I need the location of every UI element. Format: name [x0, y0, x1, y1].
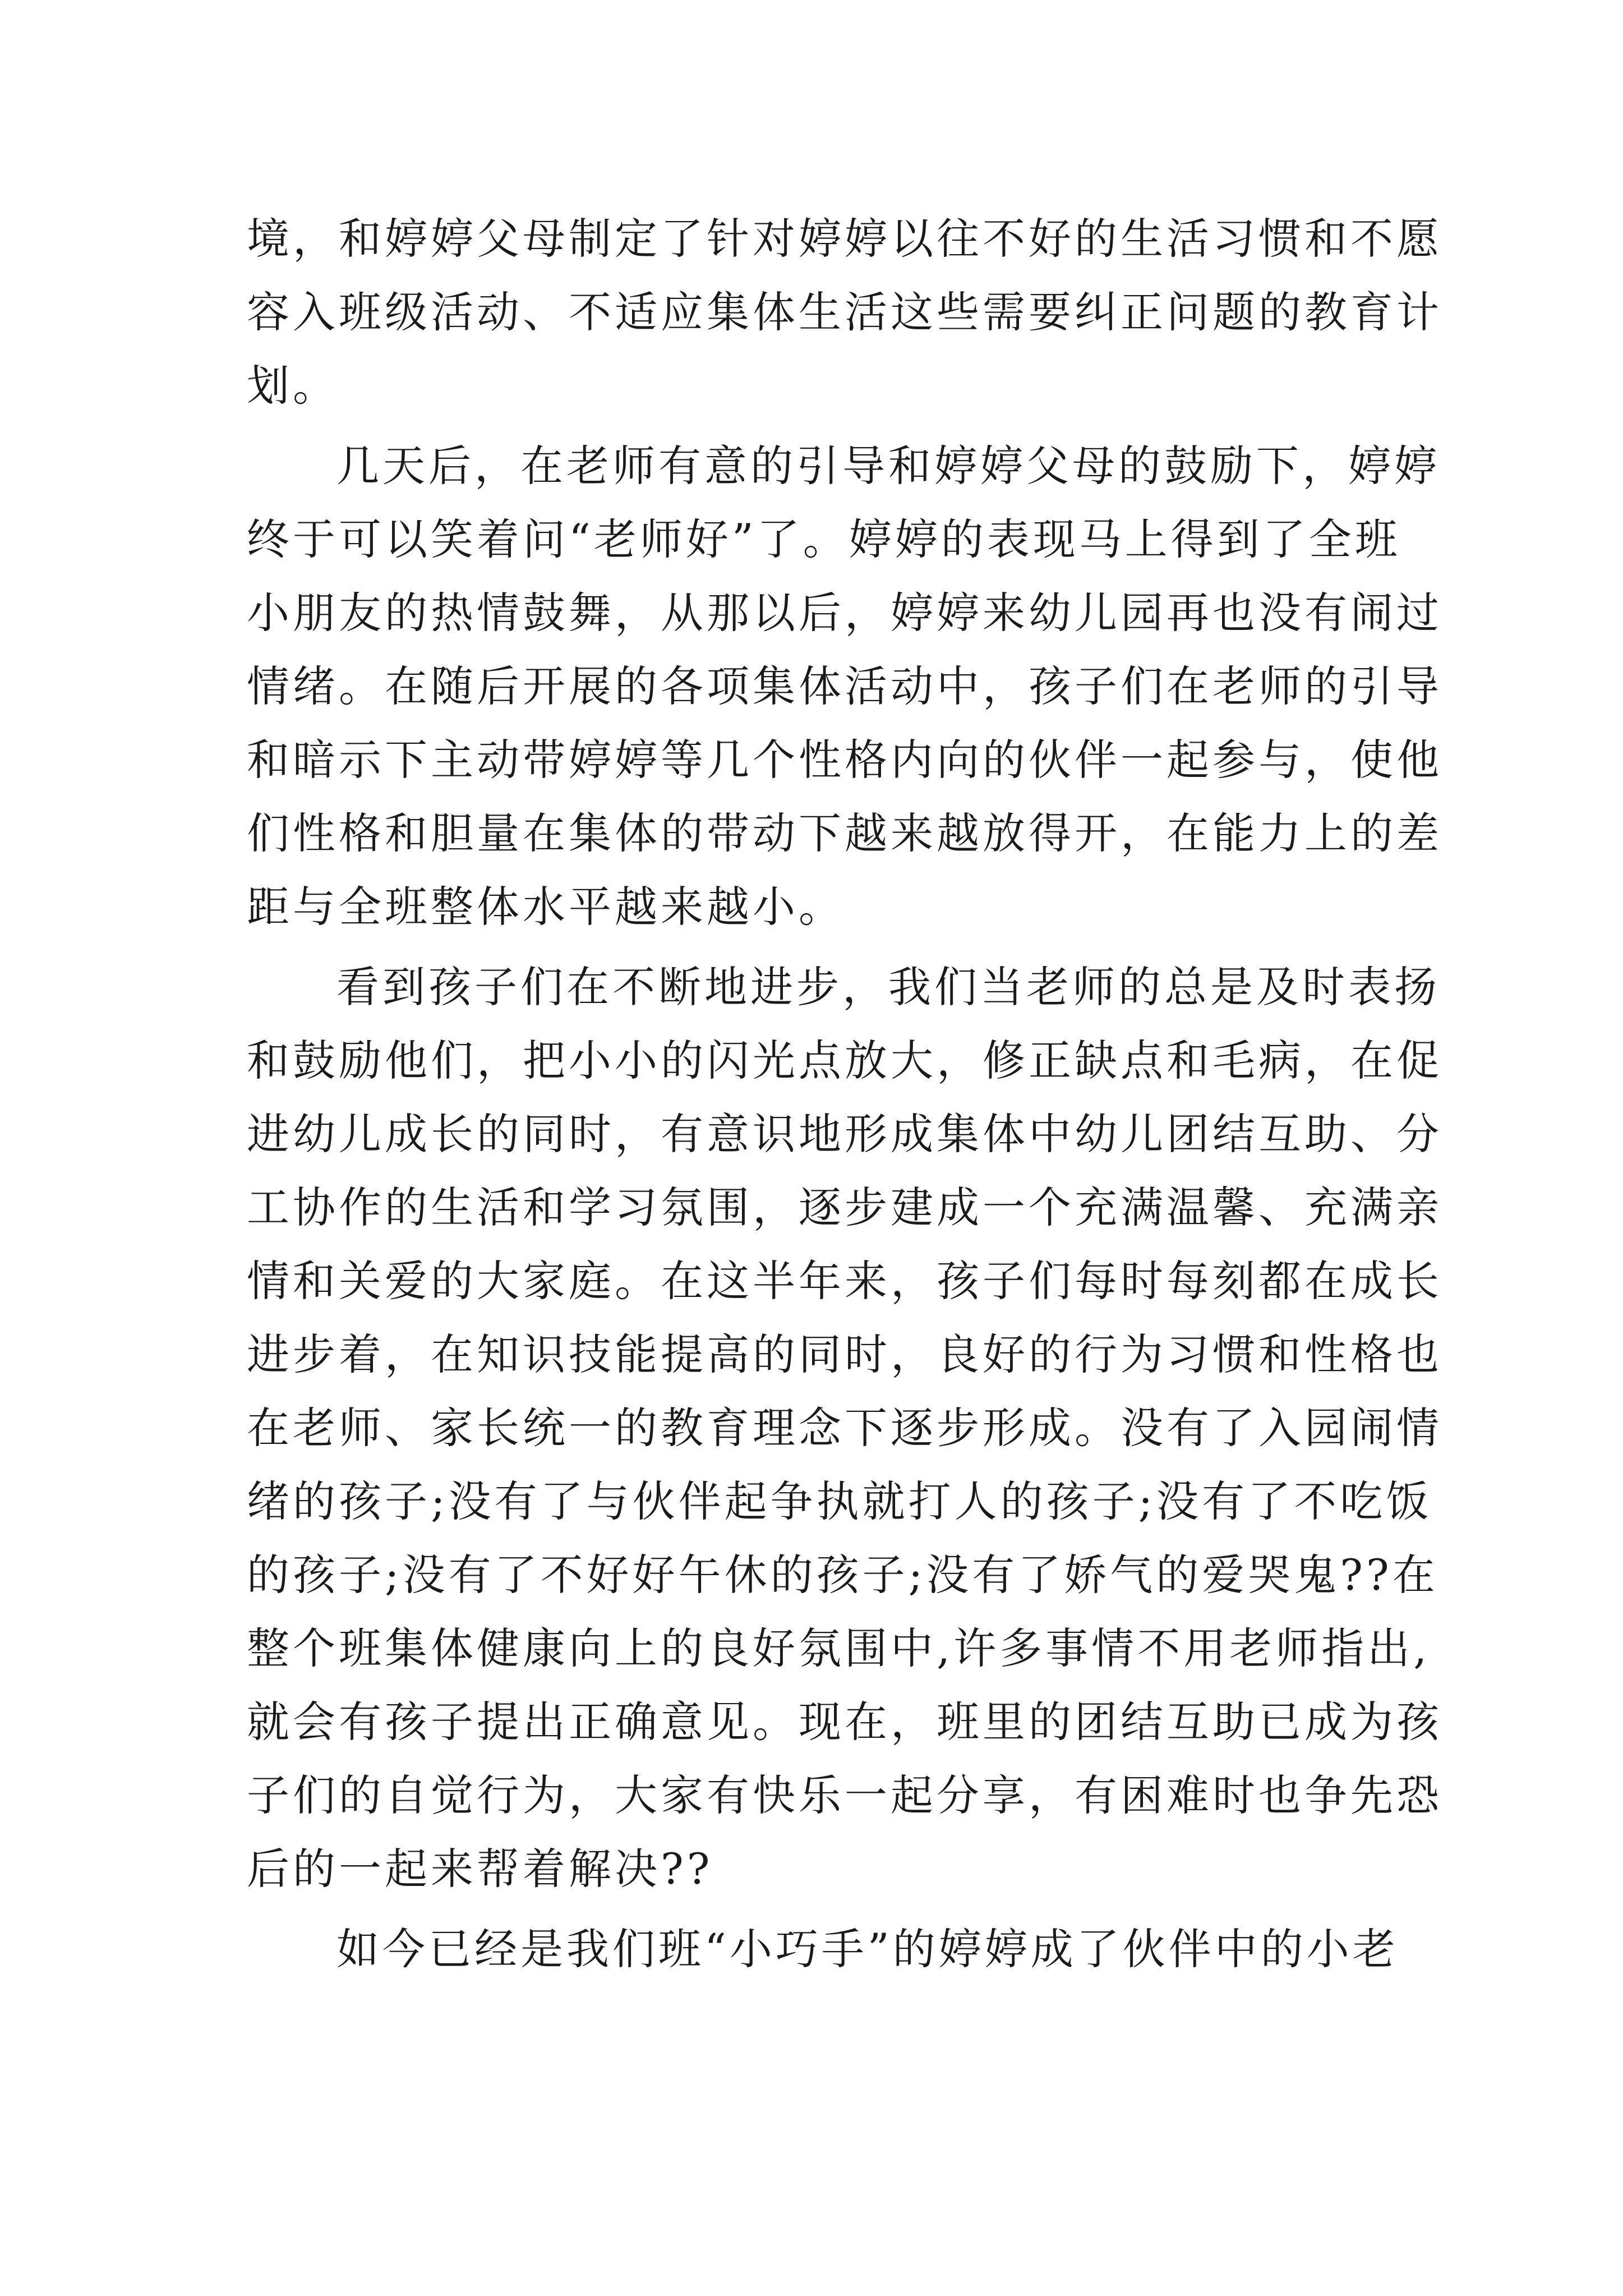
- paragraph-gap: [247, 1906, 1387, 1912]
- text-line: 在老师、家长统一的教育理念下逐步形成。没有了入园闹情: [247, 1403, 1442, 1453]
- text-line: 就会有孩子提出正确意见。现在，班里的团结互助已成为孩: [247, 1697, 1442, 1747]
- text-line: 终于可以笑着问“老师好”了。婷婷的表现马上得到了全班: [247, 514, 1401, 564]
- text-line: 容入班级活动、不适应集体生活这些需要纠正问题的教育计: [247, 287, 1442, 337]
- text-line: 境，和婷婷父母制定了针对婷婷以往不好的生活习惯和不愿: [247, 214, 1442, 264]
- text-line: 看到孩子们在不断地进步，我们当老师的总是及时表扬: [336, 962, 1440, 1012]
- text-line: 整个班集体健康向上的良好氛围中,许多事情不用老师指出,: [247, 1623, 1431, 1673]
- text-line: 子们的自觉行为，大家有快乐一起分享，有困难时也争先恐: [247, 1770, 1442, 1820]
- text-line: 距与全班整体水平越来越小。: [247, 882, 845, 932]
- text-line: 的孩子;没有了不好好午休的孩子;没有了娇气的爱哭鬼??在: [247, 1550, 1438, 1600]
- text-line: 后的一起来帮着解决??: [247, 1844, 713, 1894]
- document-body: [247, 202, 1442, 1986]
- text-line: 和暗示下主动带婷婷等几个性格内向的伙伴一起参与，使他: [247, 735, 1442, 785]
- text-line: 进步着，在知识技能提高的同时，良好的行为习惯和性格也: [247, 1329, 1442, 1379]
- text-line: 情绪。在随后开展的各项集体活动中，孩子们在老师的引导: [247, 661, 1442, 711]
- text-line: 们性格和胆量在集体的带动下越来越放得开，在能力上的差: [247, 808, 1442, 858]
- text-line: 工协作的生活和学习氛围，逐步建成一个充满温馨、充满亲: [247, 1182, 1442, 1232]
- text-line: 如今已经是我们班“小巧手”的婷婷成了伙伴中的小老: [336, 1924, 1399, 1974]
- paragraph-gap: [247, 944, 1387, 950]
- text-line: 几天后，在老师有意的引导和婷婷父母的鼓励下，婷婷: [336, 441, 1440, 491]
- text-line: 划。: [247, 361, 339, 411]
- text-line: 绪的孩子;没有了与伙伴起争执就打人的孩子;没有了不吃饭: [247, 1476, 1432, 1526]
- text-line: 情和关爱的大家庭。在这半年来，孩子们每时每刻都在成长: [247, 1256, 1442, 1306]
- text-line: 小朋友的热情鼓舞，从那以后，婷婷来幼儿园再也没有闹过: [247, 588, 1442, 638]
- text-line: 和鼓励他们，把小小的闪光点放大，修正缺点和毛病，在促: [247, 1036, 1442, 1085]
- paragraph-gap: [247, 422, 1387, 429]
- text-line: 进幼儿成长的同时，有意识地形成集体中幼儿团结互助、分: [247, 1109, 1442, 1159]
